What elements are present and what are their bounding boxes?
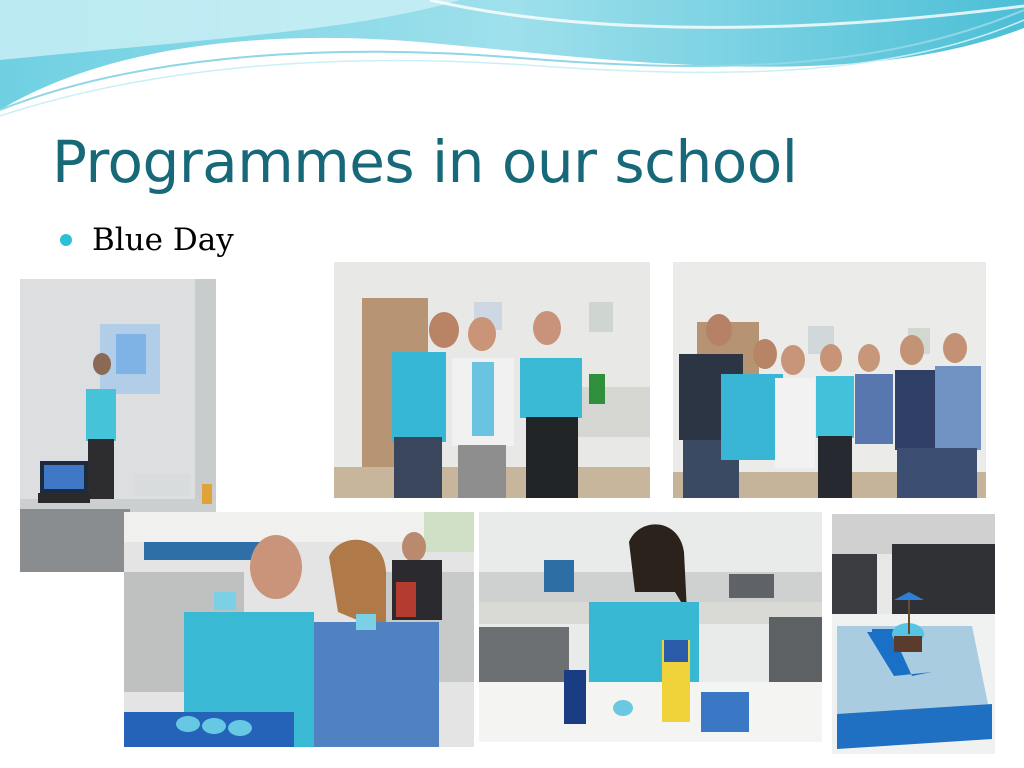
slide-title: Programmes in our school (52, 128, 798, 196)
header-wave-decoration (0, 0, 1024, 130)
photo-girl-at-desk (479, 512, 822, 742)
photo-group-students (673, 262, 986, 498)
photo-cupcake-box (832, 514, 995, 754)
bullet-dot-icon (60, 234, 72, 246)
photo-three-students (334, 262, 650, 498)
bullet-text: Blue Day (92, 222, 234, 258)
photo-cupcake-girls (124, 512, 474, 747)
bullet-item (60, 222, 234, 258)
